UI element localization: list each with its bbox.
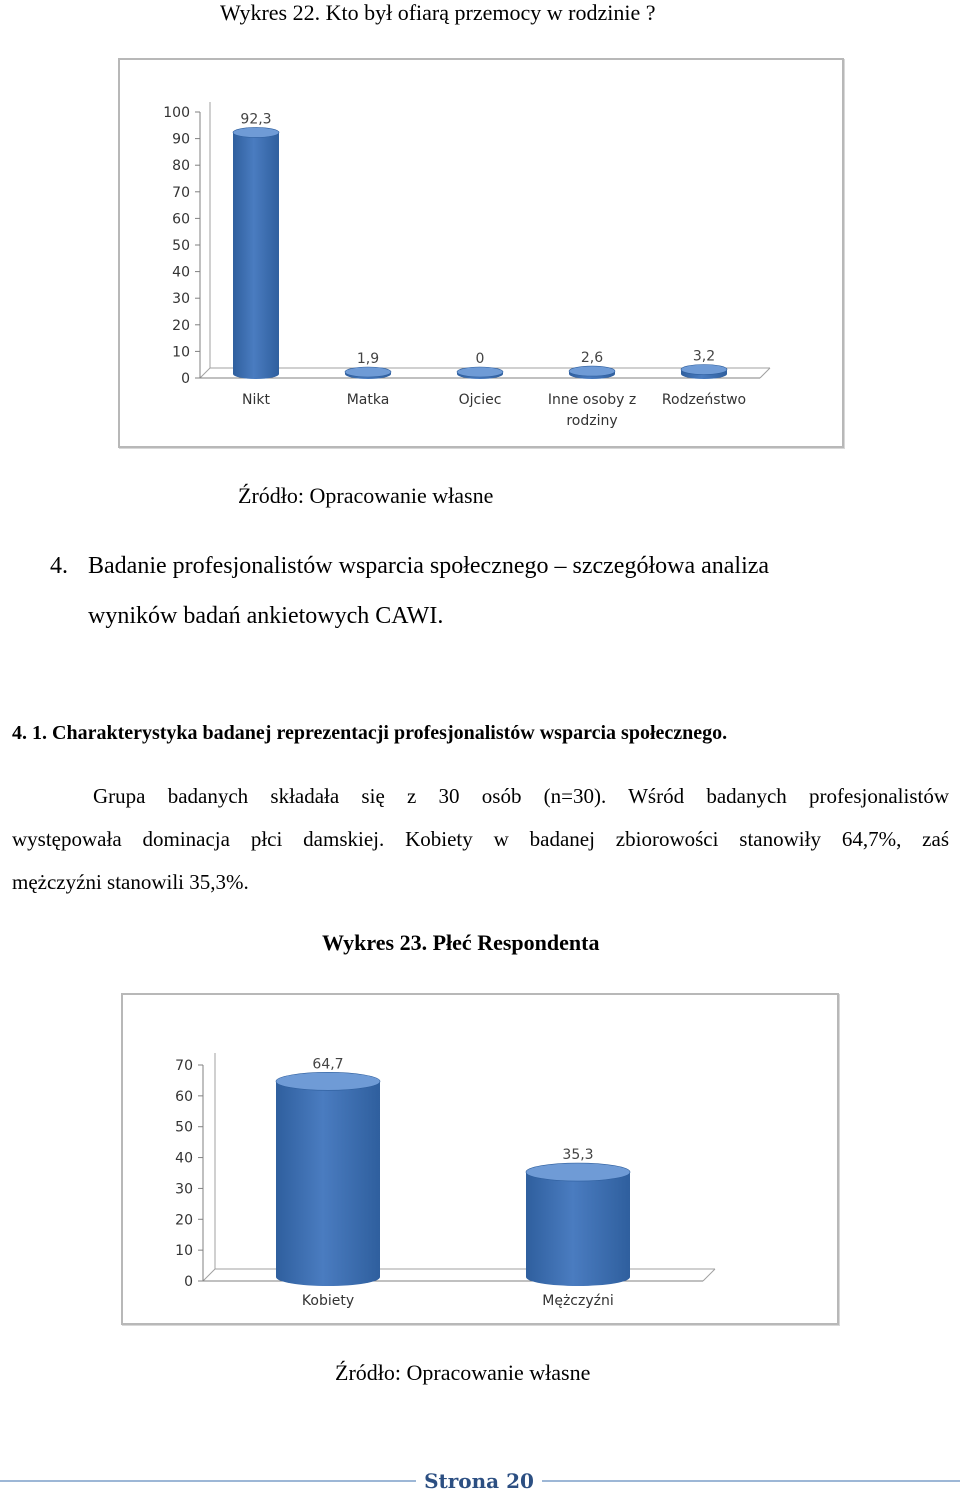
- bar-value-label: 3,2: [692, 348, 716, 365]
- category-label: rodziny: [566, 413, 618, 429]
- bar-value-label: 64,7: [312, 1056, 344, 1073]
- bar-1: [526, 1172, 630, 1286]
- floor-right: [760, 368, 770, 378]
- y-tick-label: 100: [163, 105, 190, 121]
- y-tick-label: 20: [175, 1212, 193, 1229]
- chart1-plot: [120, 60, 842, 446]
- y-tick-label: 60: [175, 1088, 193, 1105]
- page-number: Strona 20: [424, 1469, 534, 1493]
- bar-value-label: 35,3: [562, 1147, 594, 1164]
- y-tick-label: 10: [175, 1243, 193, 1260]
- category-label: Mężczyźni: [542, 1293, 614, 1309]
- bar-top-0: [276, 1072, 380, 1090]
- bar-0: [276, 1081, 380, 1286]
- bar-top-3: [569, 366, 615, 376]
- chart1-frame: [118, 58, 844, 448]
- category-label: Inne osoby z: [547, 392, 637, 408]
- y-tick-label: 60: [172, 211, 190, 228]
- category-label: Nikt: [242, 392, 270, 408]
- bar-top-4: [681, 364, 727, 374]
- y-tick-label: 50: [175, 1119, 193, 1136]
- y-tick-label: 70: [172, 184, 190, 201]
- bar-top-2: [457, 367, 503, 377]
- chart2-source: Źródło: Opracowanie własne: [335, 1360, 591, 1385]
- y-tick-label: 0: [181, 371, 190, 387]
- chart2-caption: Wykres 23. Płeć Respondenta: [322, 930, 600, 955]
- y-tick-label: 90: [172, 131, 190, 148]
- section41-paragraph-line1: Grupa badanych składała się z 30 osób (n=30). Wśród badanych profesjonalistów: [93, 784, 949, 808]
- floor-right: [703, 1269, 715, 1281]
- y-tick-label: 30: [175, 1181, 193, 1198]
- bar-value-label: 0: [475, 351, 485, 367]
- category-label: Kobiety: [301, 1293, 355, 1309]
- y-tick-label: 80: [172, 158, 190, 175]
- category-label: Matka: [346, 392, 390, 408]
- y-tick-label: 70: [175, 1058, 193, 1074]
- y-tick-label: 40: [175, 1150, 193, 1167]
- bar-value-label: 2,6: [580, 350, 604, 367]
- y-tick-label: 0: [184, 1274, 193, 1290]
- bar-top-0: [233, 127, 279, 137]
- bar-value-label: 92,3: [240, 111, 272, 128]
- section4-title-line2: wyników badań ankietowych CAWI.: [88, 603, 444, 629]
- chart2-frame: [121, 993, 839, 1325]
- y-tick-label: 40: [172, 264, 190, 281]
- chart2-plot: [123, 995, 837, 1323]
- bar-top-1: [526, 1163, 630, 1181]
- footer-rule-right: [542, 1480, 960, 1482]
- chart1-caption: Wykres 22. Kto był ofiarą przemocy w rodzinie ?: [220, 0, 656, 25]
- y-tick-label: 10: [172, 344, 190, 361]
- floor-corner: [200, 368, 210, 378]
- section41-title: 4. 1. Charakterystyka badanej reprezentacji profesjonalistów wsparcia społecznego.: [12, 722, 728, 744]
- bar-top-1: [345, 367, 391, 377]
- chart1-source: Źródło: Opracowanie własne: [238, 483, 494, 508]
- category-label: Rodzeństwo: [661, 392, 747, 408]
- footer-rule-left: [0, 1480, 416, 1482]
- section41-paragraph-line2: występowała dominacja płci damskiej. Kobiety w badanej zbiorowości stanowiły 64,7%, zaś: [12, 827, 949, 851]
- bar-0: [233, 132, 279, 379]
- section4-number: 4.: [50, 553, 68, 579]
- bar-value-label: 1,9: [356, 351, 380, 367]
- y-tick-label: 30: [172, 291, 190, 308]
- floor-corner: [203, 1269, 215, 1281]
- category-label: Ojciec: [458, 392, 502, 408]
- y-tick-label: 50: [172, 238, 190, 254]
- y-tick-label: 20: [172, 317, 190, 334]
- section4-title-line1: Badanie profesjonalistów wsparcia społecznego – szczegółowa analiza: [88, 553, 770, 579]
- section41-paragraph-line3: mężczyźni stanowili 35,3%.: [12, 870, 249, 894]
